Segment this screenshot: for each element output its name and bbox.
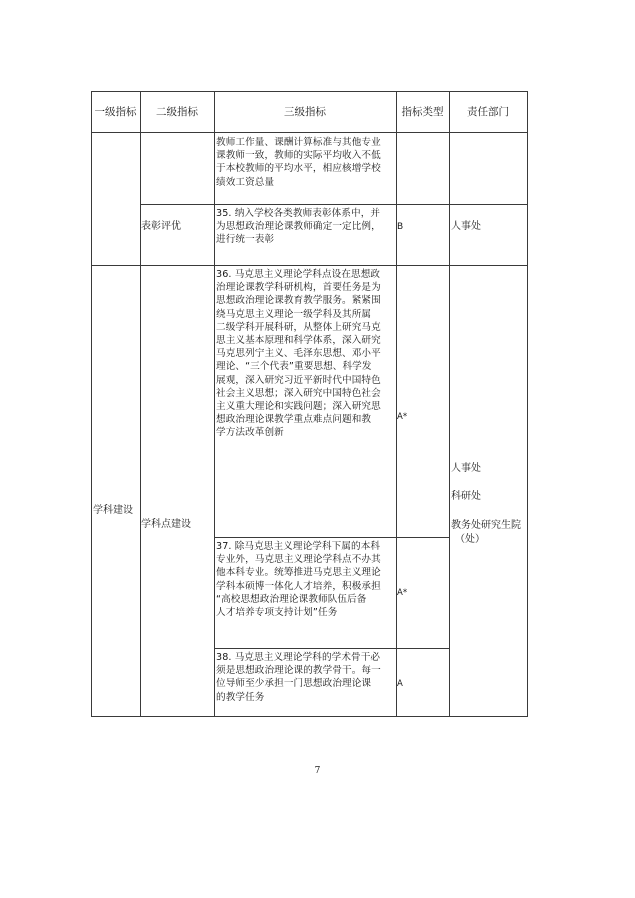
discipline-dept-2: 科研处 [451, 491, 481, 502]
item-37-text: 37. 除马克思主义理论学科下属的本科 专业外，马克思主义理论学科点不办其 他本科专业。统筹推进马克思主义理论 学科本硕博一体化人才培养，积极承担 “高校思想政治理论课教师队伍后备 人才培养专项支持计划”任务 [216, 541, 381, 619]
discipline-dept-1: 人事处 [451, 463, 481, 474]
discipline-dept-4: （处） [455, 534, 485, 545]
row-divider-honor-top [140, 204, 528, 205]
header-level2: 二级指标 [156, 106, 198, 118]
col-divider-3 [396, 91, 397, 717]
item-35-text: 35. 纳入学校各类教师表彰体系中，并 为思想政治理论课教师确定一定比例， 进行统一表彰 [216, 208, 381, 246]
item-35-type: B [397, 222, 404, 232]
header-dept: 责任部门 [467, 106, 509, 118]
header-level3: 三级指标 [284, 106, 326, 118]
row-divider-item38-top [214, 648, 449, 649]
table-top-border [91, 91, 528, 92]
table-left-border [91, 91, 92, 717]
item-37-type: A* [397, 588, 408, 598]
table-bottom-border [91, 716, 528, 717]
header-type: 指标类型 [401, 106, 444, 118]
item-38-type: A [397, 679, 403, 689]
header-bottom-border [91, 132, 528, 133]
row-divider-discipline-top [91, 265, 528, 266]
level2-discipline-point: 学科点建设 [141, 519, 191, 530]
item-38-text: 38. 马克思主义理论学科的学术骨干必 须是思想政治理论课的教学骨干。每一 位导师至少承担一门思想政治理论课 的教学任务 [216, 652, 381, 703]
level2-honor: 表彰评优 [141, 221, 181, 232]
item-36-type: A* [397, 412, 408, 422]
header-level1: 一级指标 [94, 106, 137, 118]
col-divider-4 [449, 91, 450, 717]
col-divider-1 [140, 91, 141, 717]
row-divider-item37-top [214, 537, 449, 538]
discipline-dept-3: 教务处研究生院 [451, 520, 521, 531]
page-number: 7 [314, 766, 321, 776]
continued-item-text: 教师工作量、课酬计算标准与其他专业 课教师一致，教师的实际平均收入不低 于本校教师的平均水平，相应核增学校 绩效工资总量 [216, 137, 381, 188]
item-36-text: 36. 马克思主义理论学科点设在思想政 治理论课教学科研机构，首要任务是为 思想政治理论课教育教学服务。紧紧围 绕马克思主义理论一级学科及其所属 二级学科开展科研，从整体上研究马克 思主义基本原理和科学体系，深入研究 马克思列宁主义、毛泽东思想、邓小平 理论、“三个代表”重要思想、科学发 展观，深入研究习近平新时代中国特色 社会主义思想；深入研究中国特色社会 主义重大理论和实践问题；深入研究思 想政治理论课教学重点难点问题和教 学方法改革创新 [216, 269, 381, 439]
table-right-border [527, 91, 528, 717]
level1-discipline: 学科建设 [93, 505, 133, 516]
col-divider-2 [214, 91, 215, 717]
item-35-dept: 人事处 [451, 221, 481, 232]
